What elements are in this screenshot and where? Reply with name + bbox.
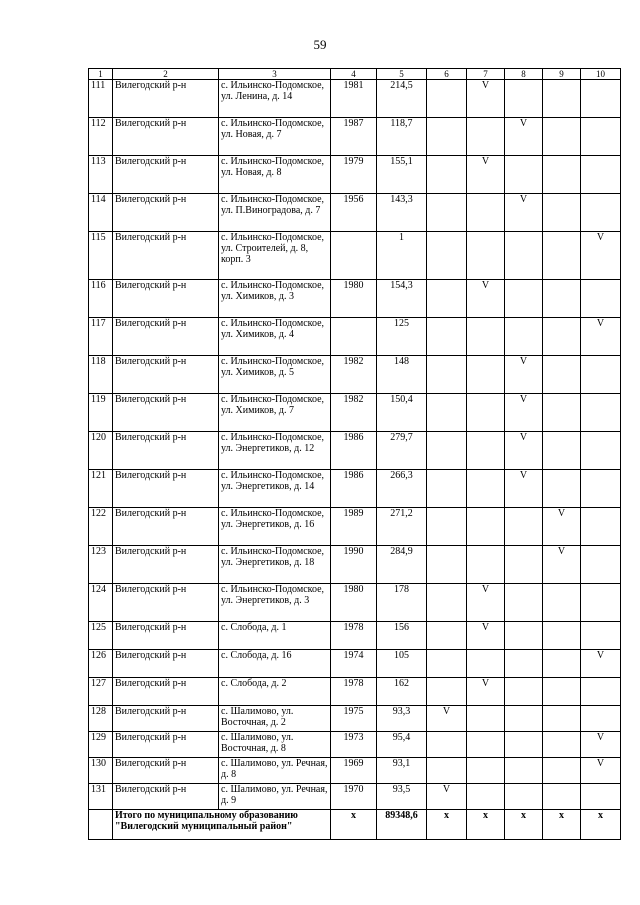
row-number: 125 <box>89 622 113 650</box>
area-cell: 93,1 <box>377 758 427 784</box>
column-header: 3 <box>219 69 331 80</box>
total-empty-cell <box>89 810 113 840</box>
mark-col-7 <box>467 546 505 584</box>
year-cell <box>331 232 377 280</box>
district-cell: Вилегодский р-н <box>113 394 219 432</box>
area-cell: 105 <box>377 650 427 678</box>
mark-col-9 <box>543 232 581 280</box>
row-number: 124 <box>89 584 113 622</box>
year-cell: 1973 <box>331 732 377 758</box>
area-cell: 284,9 <box>377 546 427 584</box>
total-mark-7: x <box>467 810 505 840</box>
mark-col-10 <box>581 470 621 508</box>
row-number: 128 <box>89 706 113 732</box>
table-row <box>89 584 621 622</box>
mark-col-6 <box>427 394 467 432</box>
mark-col-6 <box>427 758 467 784</box>
mark-col-10: V <box>581 232 621 280</box>
address-cell: с. Шалимово, ул. Речная, д. 8 <box>219 758 331 784</box>
mark-col-10 <box>581 622 621 650</box>
total-label: Итого по муниципальному образованию "Вилегодский муниципальный район" <box>113 810 331 840</box>
mark-col-6 <box>427 432 467 470</box>
table-row <box>89 470 621 508</box>
mark-col-10: V <box>581 318 621 356</box>
area-cell: 93,5 <box>377 784 427 810</box>
mark-col-6 <box>427 470 467 508</box>
mark-col-9 <box>543 470 581 508</box>
area-cell: 271,2 <box>377 508 427 546</box>
mark-col-6 <box>427 80 467 118</box>
mark-col-10 <box>581 194 621 232</box>
mark-col-10 <box>581 432 621 470</box>
address-cell: с. Ильинско-Подомское, ул. Энергетиков, д. 14 <box>219 470 331 508</box>
address-cell: с. Ильинско-Подомское, ул. Химиков, д. 4 <box>219 318 331 356</box>
mark-col-6: V <box>427 706 467 732</box>
mark-col-7 <box>467 194 505 232</box>
year-cell: 1980 <box>331 584 377 622</box>
mark-col-6 <box>427 280 467 318</box>
column-header: 5 <box>377 69 427 80</box>
row-number: 127 <box>89 678 113 706</box>
mark-col-10 <box>581 80 621 118</box>
mark-col-8 <box>505 80 543 118</box>
mark-col-9 <box>543 118 581 156</box>
district-cell: Вилегодский р-н <box>113 650 219 678</box>
row-number: 119 <box>89 394 113 432</box>
year-cell: 1978 <box>331 622 377 650</box>
column-header: 1 <box>89 69 113 80</box>
district-cell: Вилегодский р-н <box>113 194 219 232</box>
row-number: 115 <box>89 232 113 280</box>
table-row <box>89 394 621 432</box>
mark-col-9 <box>543 156 581 194</box>
mark-col-8: V <box>505 118 543 156</box>
area-cell: 178 <box>377 584 427 622</box>
district-cell: Вилегодский р-н <box>113 706 219 732</box>
mark-col-7 <box>467 232 505 280</box>
row-number: 130 <box>89 758 113 784</box>
column-header: 10 <box>581 69 621 80</box>
address-cell: с. Ильинско-Подомское, ул. Энергетиков, д. 12 <box>219 432 331 470</box>
year-cell: 1982 <box>331 394 377 432</box>
mark-col-7: V <box>467 280 505 318</box>
table-row <box>89 732 621 758</box>
table-row <box>89 650 621 678</box>
address-cell: с. Ильинско-Подомское, ул. Энергетиков, д. 16 <box>219 508 331 546</box>
area-cell: 118,7 <box>377 118 427 156</box>
district-cell: Вилегодский р-н <box>113 156 219 194</box>
mark-col-9 <box>543 356 581 394</box>
mark-col-6 <box>427 622 467 650</box>
mark-col-7 <box>467 118 505 156</box>
mark-col-7 <box>467 784 505 810</box>
row-number: 117 <box>89 318 113 356</box>
table-row <box>89 356 621 394</box>
year-cell: 1990 <box>331 546 377 584</box>
district-cell: Вилегодский р-н <box>113 758 219 784</box>
mark-col-6 <box>427 584 467 622</box>
table-row <box>89 232 621 280</box>
column-header: 2 <box>113 69 219 80</box>
mark-col-7: V <box>467 156 505 194</box>
row-number: 129 <box>89 732 113 758</box>
mark-col-6 <box>427 156 467 194</box>
mark-col-7: V <box>467 678 505 706</box>
district-cell: Вилегодский р-н <box>113 232 219 280</box>
year-cell: 1969 <box>331 758 377 784</box>
address-cell: с. Шалимово, ул. Восточная, д. 2 <box>219 706 331 732</box>
mark-col-8 <box>505 280 543 318</box>
area-cell: 1 <box>377 232 427 280</box>
address-cell: с. Слобода, д. 1 <box>219 622 331 650</box>
address-cell: с. Слобода, д. 16 <box>219 650 331 678</box>
area-cell: 148 <box>377 356 427 394</box>
address-cell: с. Ильинско-Подомское, ул. Энергетиков, д. 18 <box>219 546 331 584</box>
mark-col-10 <box>581 156 621 194</box>
district-cell: Вилегодский р-н <box>113 318 219 356</box>
mark-col-9 <box>543 432 581 470</box>
mark-col-7 <box>467 432 505 470</box>
mark-col-10 <box>581 118 621 156</box>
mark-col-6 <box>427 678 467 706</box>
table-row <box>89 706 621 732</box>
address-cell: с. Ильинско-Подомское, ул. Строителей, д. 8, корп. 3 <box>219 232 331 280</box>
row-number: 113 <box>89 156 113 194</box>
total-mark-6: x <box>427 810 467 840</box>
area-cell: 143,3 <box>377 194 427 232</box>
mark-col-7: V <box>467 622 505 650</box>
district-cell: Вилегодский р-н <box>113 470 219 508</box>
column-header-row <box>89 69 621 80</box>
mark-col-8 <box>505 650 543 678</box>
table-row <box>89 784 621 810</box>
address-cell: с. Ильинско-Подомское, ул. Энергетиков, д. 3 <box>219 584 331 622</box>
mark-col-8 <box>505 546 543 584</box>
area-cell: 95,4 <box>377 732 427 758</box>
mark-col-9 <box>543 706 581 732</box>
year-cell: 1982 <box>331 356 377 394</box>
mark-col-7: V <box>467 584 505 622</box>
table-row <box>89 546 621 584</box>
district-cell: Вилегодский р-н <box>113 280 219 318</box>
row-number: 126 <box>89 650 113 678</box>
page-number: 59 <box>313 37 327 52</box>
year-cell: 1978 <box>331 678 377 706</box>
year-cell: 1987 <box>331 118 377 156</box>
mark-col-8 <box>505 584 543 622</box>
mark-col-8 <box>505 232 543 280</box>
address-cell: с. Ильинско-Подомское, ул. П.Виноградова, д. 7 <box>219 194 331 232</box>
row-number: 114 <box>89 194 113 232</box>
mark-col-6 <box>427 118 467 156</box>
mark-col-8: V <box>505 194 543 232</box>
column-header: 9 <box>543 69 581 80</box>
table-row <box>89 318 621 356</box>
mark-col-10 <box>581 356 621 394</box>
total-mark-9: x <box>543 810 581 840</box>
table-row <box>89 118 621 156</box>
row-number: 118 <box>89 356 113 394</box>
row-number: 120 <box>89 432 113 470</box>
mark-col-6 <box>427 508 467 546</box>
year-cell: 1986 <box>331 470 377 508</box>
year-cell: 1956 <box>331 194 377 232</box>
mark-col-9 <box>543 584 581 622</box>
mark-col-8 <box>505 508 543 546</box>
address-cell: с. Шалимово, ул. Речная, д. 9 <box>219 784 331 810</box>
mark-col-6 <box>427 650 467 678</box>
mark-col-10 <box>581 394 621 432</box>
total-mark-10: x <box>581 810 621 840</box>
mark-col-8 <box>505 622 543 650</box>
mark-col-10 <box>581 546 621 584</box>
table-row <box>89 758 621 784</box>
table-row <box>89 194 621 232</box>
mark-col-7 <box>467 394 505 432</box>
mark-col-10: V <box>581 650 621 678</box>
mark-col-7 <box>467 758 505 784</box>
mark-col-9 <box>543 678 581 706</box>
mark-col-10 <box>581 280 621 318</box>
mark-col-9 <box>543 194 581 232</box>
total-year: x <box>331 810 377 840</box>
mark-col-8: V <box>505 394 543 432</box>
address-cell: с. Ильинско-Подомское, ул. Химиков, д. 5 <box>219 356 331 394</box>
year-cell: 1981 <box>331 80 377 118</box>
mark-col-8 <box>505 758 543 784</box>
year-cell: 1970 <box>331 784 377 810</box>
district-cell: Вилегодский р-н <box>113 432 219 470</box>
mark-col-9 <box>543 318 581 356</box>
year-cell: 1974 <box>331 650 377 678</box>
mark-col-10 <box>581 584 621 622</box>
column-header: 7 <box>467 69 505 80</box>
total-mark-8: x <box>505 810 543 840</box>
table-body <box>89 69 621 810</box>
mark-col-6 <box>427 546 467 584</box>
mark-col-8: V <box>505 470 543 508</box>
mark-col-6 <box>427 194 467 232</box>
table-row <box>89 508 621 546</box>
mark-col-7 <box>467 706 505 732</box>
year-cell: 1979 <box>331 156 377 194</box>
row-number: 112 <box>89 118 113 156</box>
year-cell: 1989 <box>331 508 377 546</box>
mark-col-9 <box>543 80 581 118</box>
table-row <box>89 280 621 318</box>
address-cell: с. Ильинско-Подомское, ул. Химиков, д. 7 <box>219 394 331 432</box>
table-row <box>89 432 621 470</box>
column-header: 8 <box>505 69 543 80</box>
row-number: 121 <box>89 470 113 508</box>
mark-col-7 <box>467 470 505 508</box>
total-area: 89348,6 <box>377 810 427 840</box>
mark-col-6 <box>427 356 467 394</box>
column-header: 6 <box>427 69 467 80</box>
area-cell: 150,4 <box>377 394 427 432</box>
address-cell: с. Шалимово, ул. Восточная, д. 8 <box>219 732 331 758</box>
mark-col-9: V <box>543 546 581 584</box>
address-cell: с. Ильинско-Подомское, ул. Химиков, д. 3 <box>219 280 331 318</box>
mark-col-6 <box>427 318 467 356</box>
mark-col-6 <box>427 732 467 758</box>
mark-col-8 <box>505 318 543 356</box>
mark-col-8: V <box>505 356 543 394</box>
year-cell: 1980 <box>331 280 377 318</box>
area-cell: 156 <box>377 622 427 650</box>
mark-col-9 <box>543 622 581 650</box>
year-cell: 1986 <box>331 432 377 470</box>
year-cell <box>331 318 377 356</box>
mark-col-6: V <box>427 784 467 810</box>
district-cell: Вилегодский р-н <box>113 356 219 394</box>
district-cell: Вилегодский р-н <box>113 80 219 118</box>
mark-col-10 <box>581 784 621 810</box>
row-number: 122 <box>89 508 113 546</box>
mark-col-7 <box>467 508 505 546</box>
mark-col-9 <box>543 650 581 678</box>
area-cell: 93,3 <box>377 706 427 732</box>
mark-col-10: V <box>581 732 621 758</box>
mark-col-8 <box>505 156 543 194</box>
area-cell: 266,3 <box>377 470 427 508</box>
total-row <box>89 810 621 840</box>
area-cell: 155,1 <box>377 156 427 194</box>
mark-col-8 <box>505 784 543 810</box>
district-cell: Вилегодский р-н <box>113 584 219 622</box>
year-cell: 1975 <box>331 706 377 732</box>
table-row <box>89 80 621 118</box>
mark-col-10: V <box>581 758 621 784</box>
area-cell: 279,7 <box>377 432 427 470</box>
address-cell: с. Ильинско-Подомское, ул. Новая, д. 8 <box>219 156 331 194</box>
address-cell: с. Ильинско-Подомское, ул. Новая, д. 7 <box>219 118 331 156</box>
mark-col-8: V <box>505 432 543 470</box>
area-cell: 125 <box>377 318 427 356</box>
district-cell: Вилегодский р-н <box>113 732 219 758</box>
address-cell: с. Ильинско-Подомское, ул. Ленина, д. 14 <box>219 80 331 118</box>
district-cell: Вилегодский р-н <box>113 622 219 650</box>
mark-col-7 <box>467 650 505 678</box>
mark-col-7 <box>467 356 505 394</box>
mark-col-8 <box>505 706 543 732</box>
row-number: 131 <box>89 784 113 810</box>
mark-col-9 <box>543 758 581 784</box>
table-row <box>89 156 621 194</box>
mark-col-9: V <box>543 508 581 546</box>
mark-col-9 <box>543 732 581 758</box>
row-number: 111 <box>89 80 113 118</box>
mark-col-8 <box>505 678 543 706</box>
district-cell: Вилегодский р-н <box>113 118 219 156</box>
mark-col-7: V <box>467 80 505 118</box>
district-cell: Вилегодский р-н <box>113 678 219 706</box>
mark-col-10 <box>581 706 621 732</box>
mark-col-7 <box>467 318 505 356</box>
mark-col-9 <box>543 784 581 810</box>
address-cell: с. Слобода, д. 2 <box>219 678 331 706</box>
mark-col-8 <box>505 732 543 758</box>
column-header: 4 <box>331 69 377 80</box>
table-row <box>89 678 621 706</box>
row-number: 116 <box>89 280 113 318</box>
mark-col-6 <box>427 232 467 280</box>
mark-col-7 <box>467 732 505 758</box>
area-cell: 214,5 <box>377 80 427 118</box>
mark-col-10 <box>581 508 621 546</box>
area-cell: 162 <box>377 678 427 706</box>
table-row <box>89 622 621 650</box>
row-number: 123 <box>89 546 113 584</box>
district-cell: Вилегодский р-н <box>113 546 219 584</box>
housing-registry-table <box>88 68 621 840</box>
mark-col-10 <box>581 678 621 706</box>
district-cell: Вилегодский р-н <box>113 784 219 810</box>
mark-col-9 <box>543 280 581 318</box>
area-cell: 154,3 <box>377 280 427 318</box>
district-cell: Вилегодский р-н <box>113 508 219 546</box>
mark-col-9 <box>543 394 581 432</box>
